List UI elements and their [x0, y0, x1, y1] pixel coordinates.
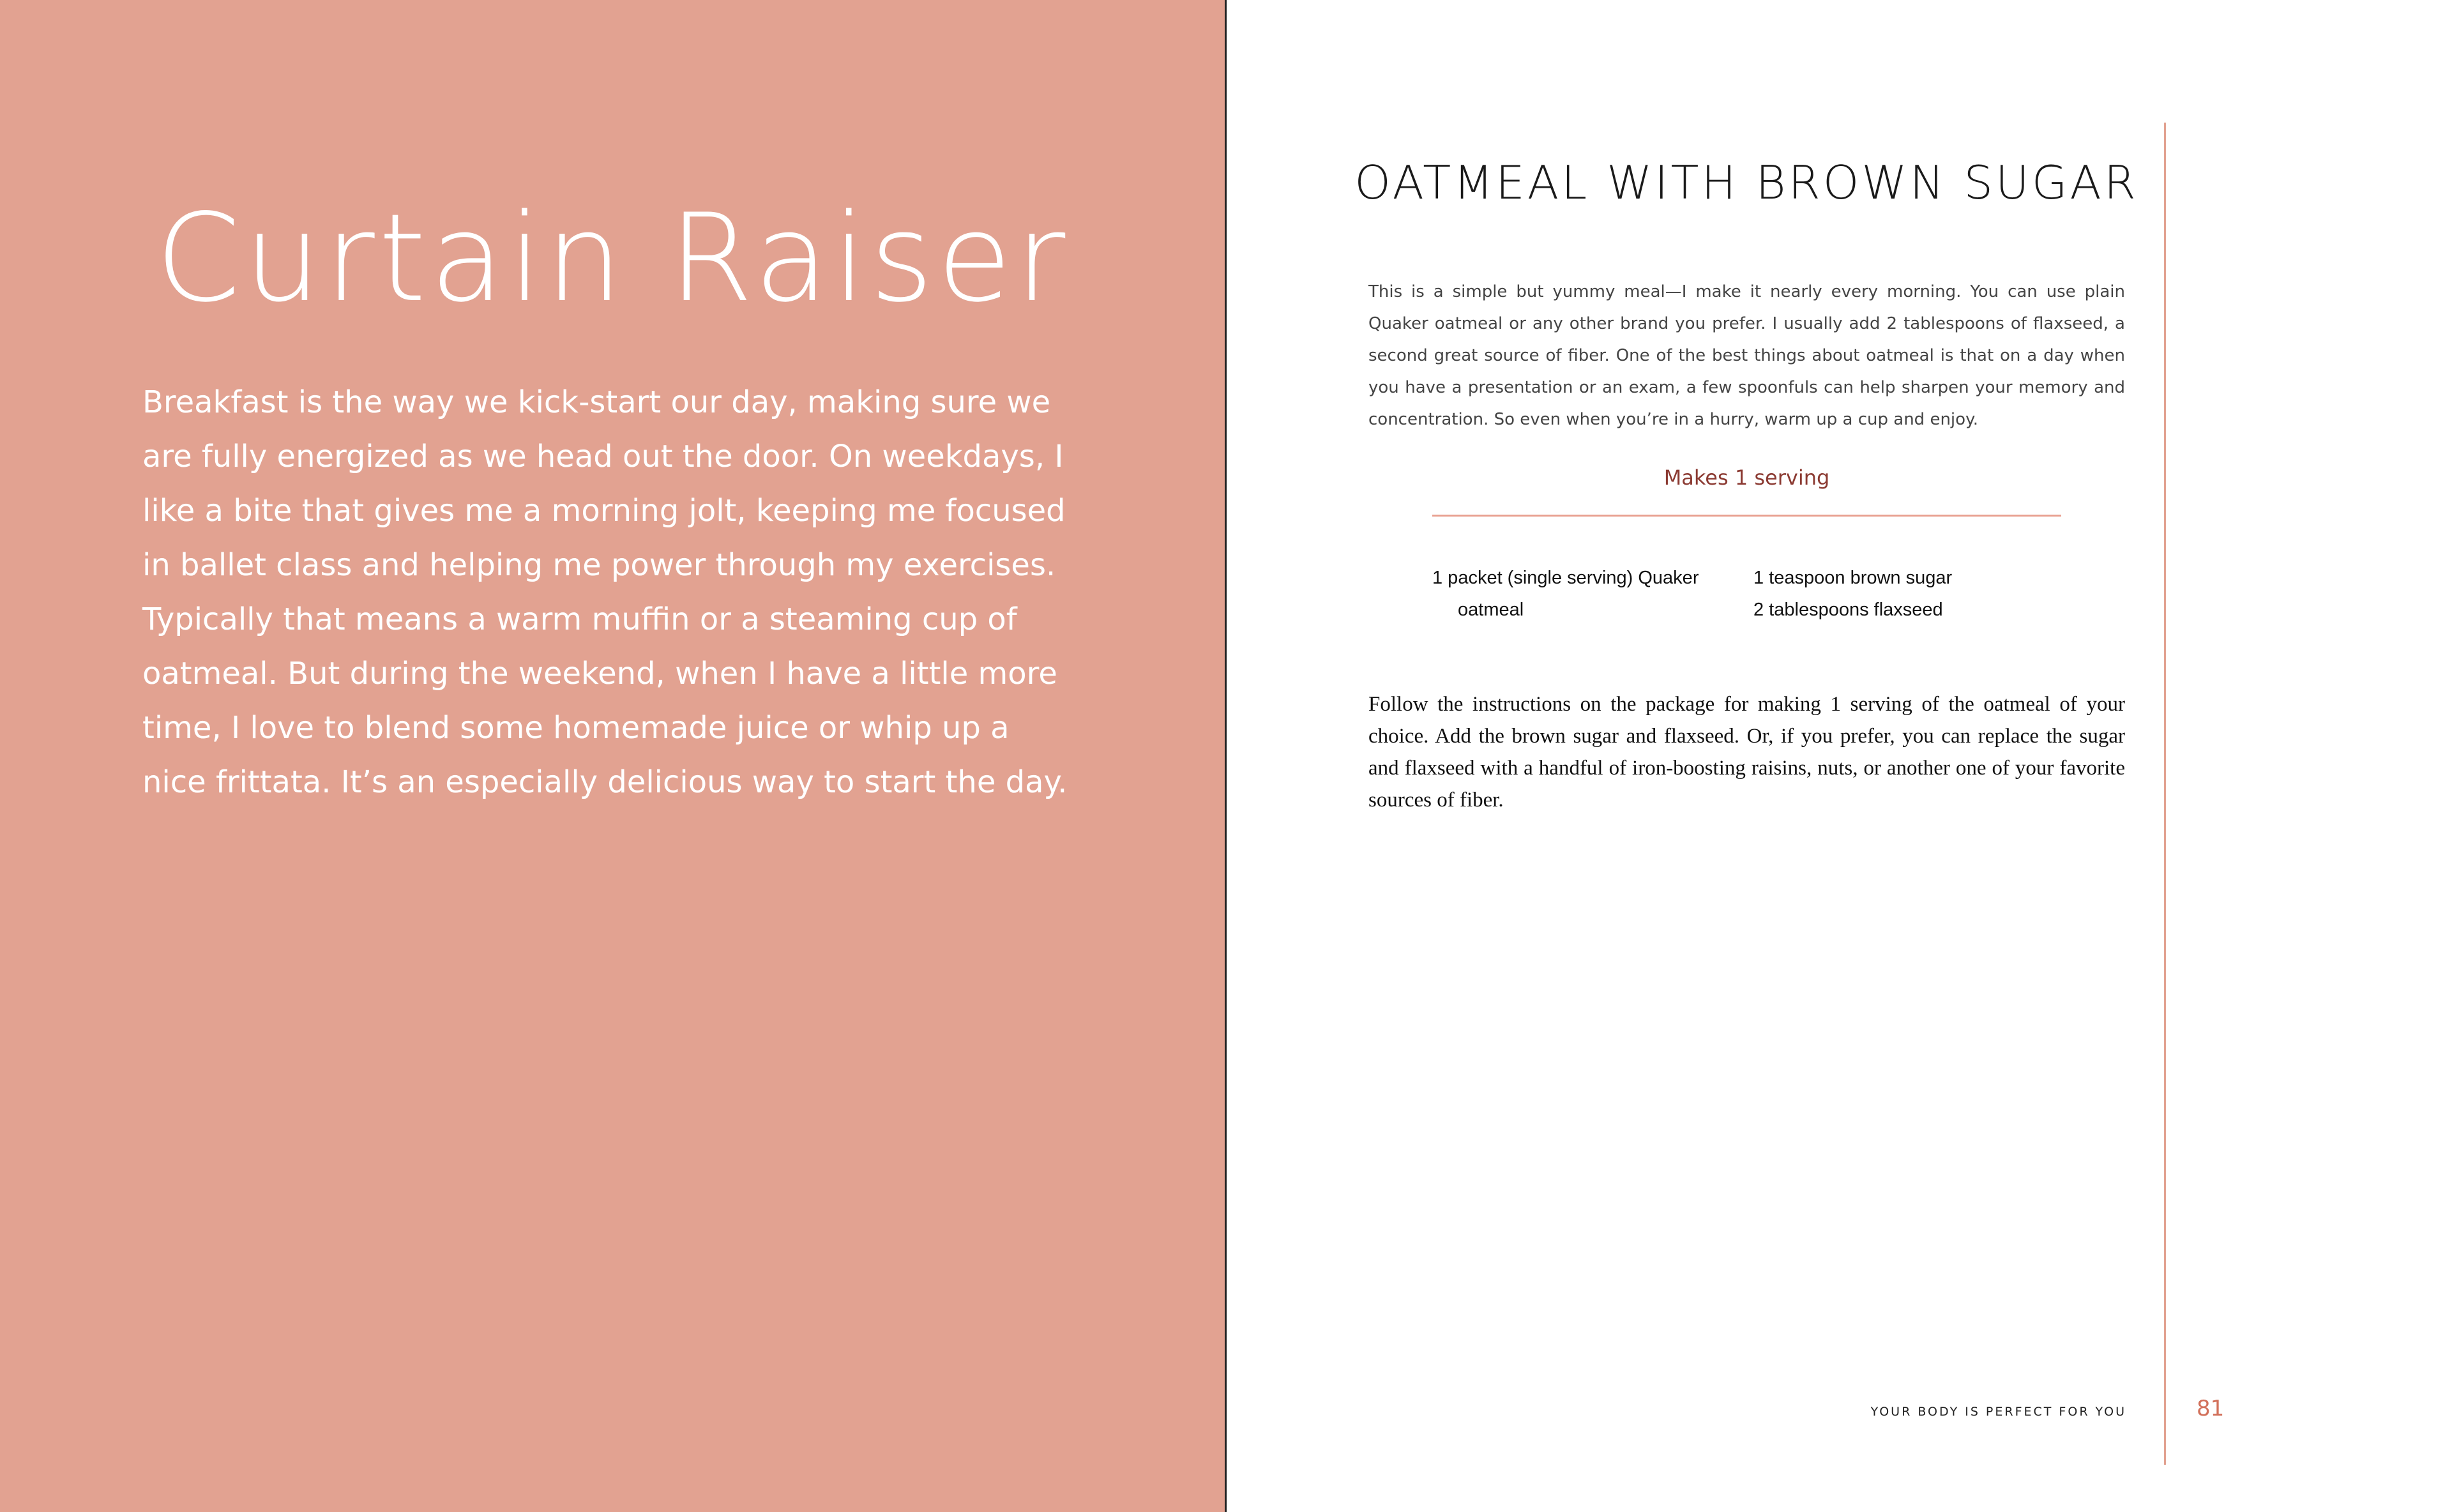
page-number: 81 — [2197, 1396, 2225, 1421]
ingredient-item: 2 tablespoons flaxseed — [1753, 600, 1943, 620]
yield-label: Makes 1 serving — [1663, 465, 1830, 490]
recipe-title: OATMEAL WITH BROWN SUGAR — [1354, 156, 2138, 209]
running-footer: YOUR BODY IS PERFECT FOR YOU — [1870, 1405, 2126, 1419]
chapter-title: Curtain Raiser — [155, 188, 1070, 329]
yield-divider — [1432, 515, 2061, 517]
ingredient-item: 1 packet (single serving) Quaker oatmeal — [1432, 568, 1699, 620]
chapter-intro-text: Breakfast is the way we kick-start our day, making sure we are fully energized as we head out the door. On weekdays, I like a bite that gives me a morning jolt, keeping me focused in ballet class and helping me power through my exercises. Typically that means a warm muffin or a steaming cup of oatmeal. But during the weekend, when I have a little more time, I love to blend some homemade juice or whip up a nice frittata. It’s an especially delicious way to start the day. — [142, 384, 1068, 800]
left-page — [0, 0, 1225, 1512]
ingredient-item: 1 teaspoon brown sugar — [1753, 568, 1953, 588]
margin-rule — [2164, 123, 2166, 1465]
ingredients-column-1 — [1432, 562, 1732, 626]
recipe-method-text: Follow the instructions on the package for making 1 serving of the oatmeal of your choice. Add the brown sugar and flaxseed. Or, if you prefer, you can replace the sugar and flaxseed with a handful of iron-boosting raisins, nuts, or another one of your favorite sources of fiber. — [1368, 693, 2125, 812]
ingredients-column-2 — [1753, 562, 2009, 626]
recipe-intro-text: This is a simple but yummy meal—I make it nearly every morning. You can use plain Quaker oatmeal or any other brand you prefer. I usually add 2 tablespoons of flaxseed, a second great source of fiber. One of the best things about oatmeal is that on a day when you have a presentation or an exam, a few spoonfuls can help sharpen your memory and concentration. So even when you’re in a hurry, warm up a cup and enjoy. — [1368, 282, 2125, 429]
